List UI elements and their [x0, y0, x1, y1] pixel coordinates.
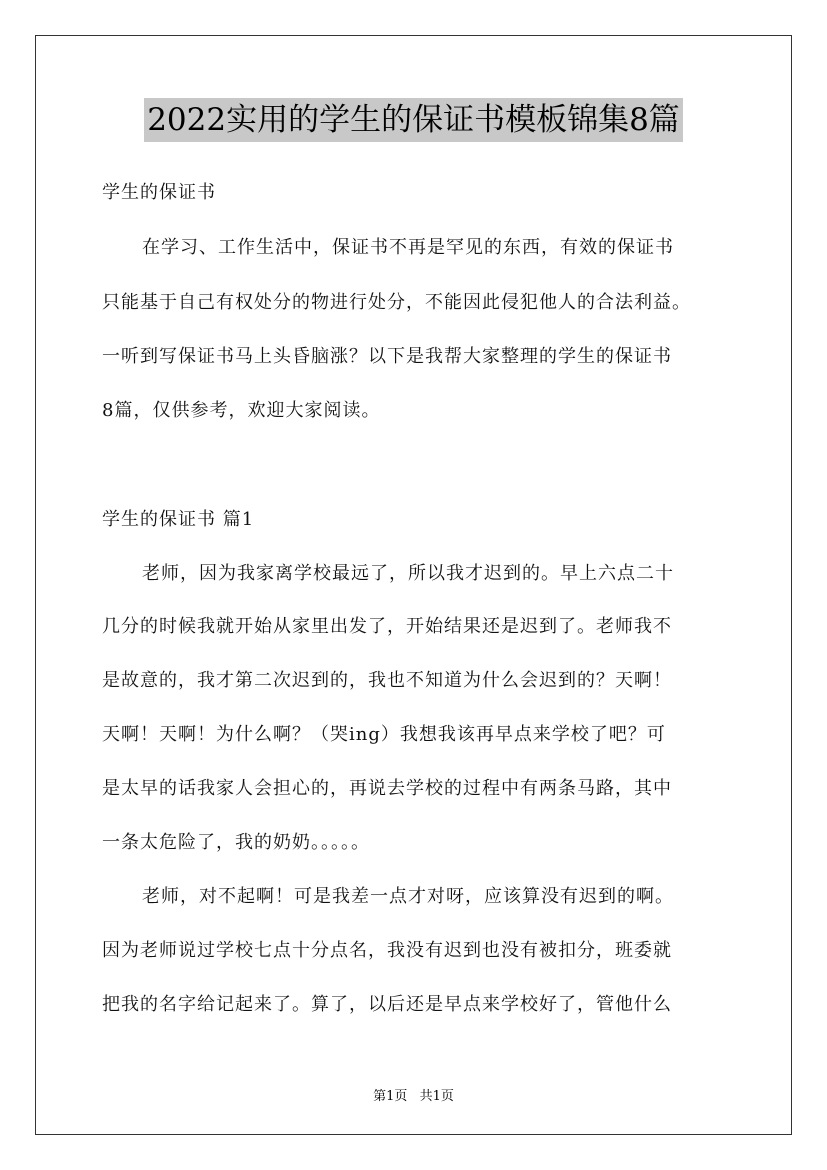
- paragraph-line: 只能基于自己有权处分的物进行处分，不能因此侵犯他人的合法利益。: [102, 292, 691, 313]
- page-total: 共1页: [419, 1089, 454, 1104]
- page-number: 第1页: [373, 1089, 408, 1104]
- paragraph-line: 是故意的，我才第二次迟到的，我也不知道为什么会迟到的？天啊！: [102, 670, 672, 691]
- section-heading: 学生的保证书 篇1: [102, 509, 255, 530]
- page-footer: [0, 1085, 827, 1104]
- document-title: 2022实用的学生的保证书模板锦集8篇: [144, 98, 683, 142]
- paragraph-line: 一听到写保证书马上头昏脑涨？以下是我帮大家整理的学生的保证书: [102, 346, 672, 367]
- paragraph-line: 是太早的话我家人会担心的，再说去学校的过程中有两条马路，其中: [102, 778, 672, 799]
- paragraph-line: 老师，对不起啊！可是我差一点才对呀，应该算没有迟到的啊。: [142, 886, 674, 907]
- paragraph-line: 天啊！天啊！为什么啊？（哭ing）我想我该再早点来学校了吧？可: [102, 724, 666, 745]
- paragraph-line: 把我的名字给记起来了。算了，以后还是早点来学校好了，管他什么: [102, 994, 672, 1015]
- paragraph-line: 8篇，仅供参考，欢迎大家阅读。: [102, 400, 381, 421]
- paragraph-line: 在学习、工作生活中，保证书不再是罕见的东西，有效的保证书: [142, 237, 674, 258]
- paragraph-line: 老师，因为我家离学校最远了，所以我才迟到的。早上六点二十: [142, 563, 674, 584]
- paragraph-line: 因为老师说过学校七点十分点名，我没有迟到也没有被扣分，班委就: [102, 940, 672, 961]
- section-heading: 学生的保证书: [102, 182, 216, 203]
- paragraph-line: 几分的时候我就开始从家里出发了，开始结果还是迟到了。老师我不: [102, 616, 672, 637]
- title-container: [0, 98, 827, 142]
- paragraph-line: 一条太危险了，我的奶奶。。。。。: [102, 832, 370, 853]
